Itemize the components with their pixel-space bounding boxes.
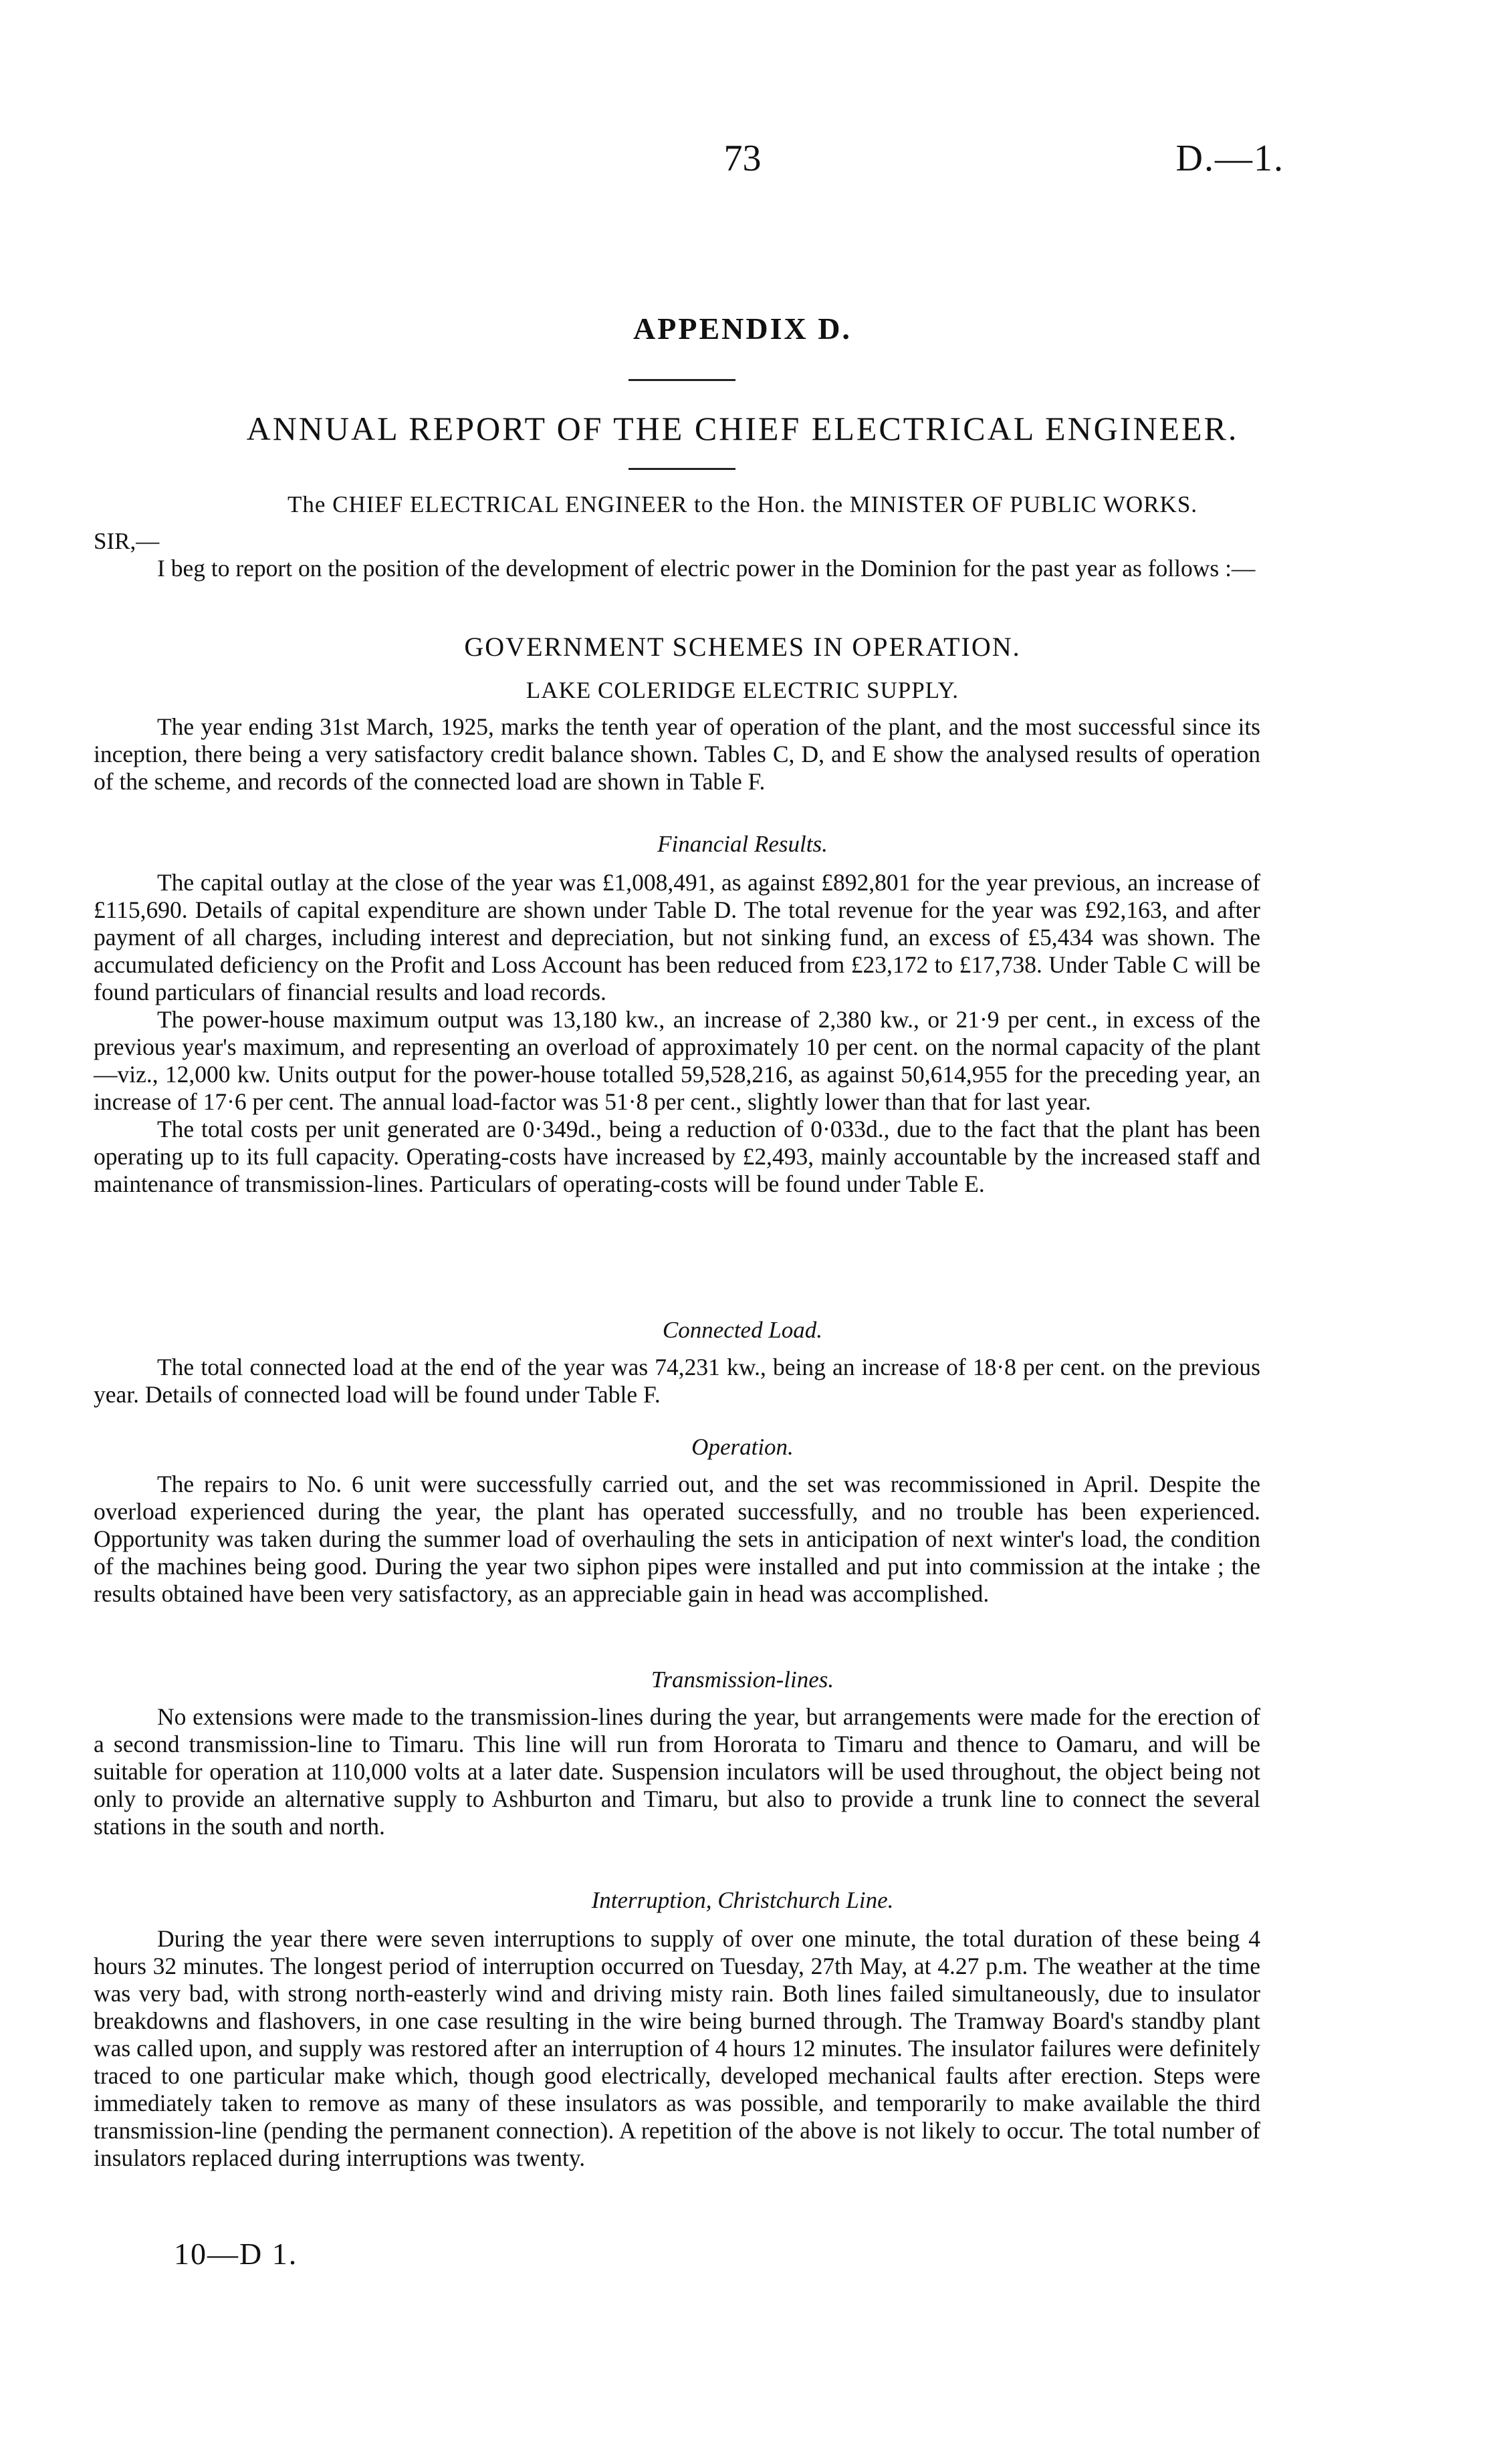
connected-load-heading: Connected Load.	[662, 1317, 823, 1343]
footer-signature-mark: 10—D 1.	[174, 2237, 298, 2271]
section-heading: GOVERNMENT SCHEMES IN OPERATION.	[464, 632, 1021, 662]
connected-load-section	[94, 1354, 1260, 1408]
divider-rule	[629, 468, 735, 470]
transmission-lines-heading: Transmission-lines.	[651, 1667, 834, 1693]
address-line: The CHIEF ELECTRICAL ENGINEER to the Hon. the MINISTER OF PUBLIC WORKS.	[287, 491, 1198, 517]
financial-results-section	[94, 869, 1260, 1198]
paragraph-text: No extensions were made to the transmission-lines during the year, but arrangements were made for the erection of a second transmission-line to Timaru. This line will run from Hororata to Timaru and thence to Oamaru, and will be suitable for operation at 110,000 volts at a later date. Suspension inculators will be used throughout, the object being not only to provide an alternative supply to Ashburton and Timaru, but also to provide a trunk line to connect the several stations in the south and north.	[94, 1703, 1260, 1840]
paragraph-text: The repairs to No. 6 unit were successfully carried out, and the set was recommissioned in April. Despite the overload experienced during the year, the plant has operated successfully, and no trouble has been experienced. Opportunity was taken during the summer load of overhauling the sets in anticipation of next winter's load, the condition of the machines being good. During the year two siphon pipes were installed and put into commission at the intake ; the results obtained have been very satisfactory, as an appreciable gain in head was accomplished.	[94, 1471, 1260, 1607]
financial-results-heading: Financial Results.	[657, 831, 828, 857]
paragraph-text: During the year there were seven interruptions to supply of over one minute, the total duration of these being 4 hours 32 minutes. The longest period of interruption occurred on Tuesday, 27th May, at 4.27 p.m. The weather at the time was very bad, with strong north-easterly wind and driving misty rain. Both lines failed simultaneously, due to insulator breakdowns and flashovers, in one case resulting in the wire being burned through. The Tramway Board's standby plant was called upon, and supply was restored after an interruption of 4 hours 12 minutes. The insulator failures were definitely traced to one particular make which, though good electrically, developed mechanical faults after erection. Steps were immediately taken to remove as many of these insulators as was possible, and temporarily to make available the third transmission-line (pending the permanent connection). A repetition of the above is not likely to occur. The total number of insulators replaced during interruptions was twenty.	[94, 1925, 1260, 2171]
page-number: 73	[723, 138, 762, 179]
paragraph-text: The power-house maximum output was 13,180 kw., an increase of 2,380 kw., or 21·9 per cent., in excess of the previous year's maximum, and representing an overload of approximately 10 per cent. on the normal capacity of the plant—viz., 12,000 kw. Units output for the power-house totalled 59,528,216, as against 50,614,955 for the preceding year, an increase of 17·6 per cent. The annual load-factor was 51·8 per cent., slightly lower than that for last year.	[94, 1006, 1260, 1115]
report-title: ANNUAL REPORT OF THE CHIEF ELECTRICAL ENGINEER.	[246, 410, 1239, 447]
paragraph-text: The total costs per unit generated are 0·349d., being a reduction of 0·033d., due to the fact that the plant has been operating up to its full capacity. Operating-costs have increased by £2,493, mainly accountable by the increased staff and maintenance of transmission-lines. Particulars of operating-costs will be found under Table E.	[94, 1116, 1260, 1197]
intro-paragraph	[94, 555, 1260, 582]
divider-rule	[629, 379, 735, 381]
operation-heading: Operation.	[691, 1434, 794, 1460]
paragraph-text: The capital outlay at the close of the year was £1,008,491, as against £892,801 for the year previous, an increase of £115,690. Details of capital expenditure are shown under Table D. The total revenue for the year was £92,163, and after payment of all charges, including interest and depreciation, but not sinking fund, an excess of £5,434 was shown. The accumulated deficiency on the Profit and Loss Account has been reduced from £23,172 to £17,738. Under Table C will be found particulars of financial results and load records.	[94, 869, 1260, 1005]
paragraph-text: The year ending 31st March, 1925, marks the tenth year of operation of the plant, and the most successful since its inception, there being a very satisfactory credit balance shown. Tables C, D, and E show the analysed results of operation of the scheme, and records of the connected load are shown in Table F.	[94, 713, 1260, 795]
transmission-lines-section	[94, 1703, 1260, 1840]
document-reference: D.—1.	[1175, 138, 1284, 179]
intro-text: I beg to report on the position of the development of electric power in the Dominion for the past year as follows :—	[157, 555, 1256, 582]
appendix-title: APPENDIX D.	[633, 312, 852, 346]
subsection-heading: LAKE COLERIDGE ELECTRIC SUPPLY.	[526, 677, 959, 703]
interruption-section	[94, 1925, 1260, 2172]
salutation: SIR,—	[94, 528, 160, 554]
paragraph-text: The total connected load at the end of the year was 74,231 kw., being an increase of 18·8 per cent. on the previous year. Details of connected load will be found under Table F.	[94, 1354, 1260, 1408]
operation-section	[94, 1471, 1260, 1608]
lake-coleridge-paragraph	[94, 713, 1260, 795]
interruption-heading: Interruption, Christchurch Line.	[591, 1887, 894, 1913]
